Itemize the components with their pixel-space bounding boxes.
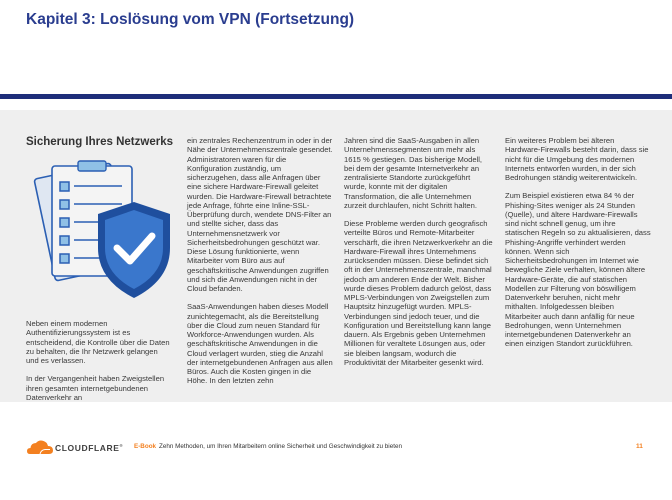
logo-wordmark: CLOUDFLARE®: [55, 443, 124, 453]
paragraph: Jahren sind die SaaS-Ausgaben in allen Unternehmenssegmenten um mehr als 1615 % gestiegen. Das bisherige Modell, bei dem der gesamte Internetverkehr an zentralisierte Standorte zurückgeführt wurde, konnte mit der digitalen Transformation, die alle Unternehmen zurzeit durchlaufen, nicht Schritt halten.: [344, 136, 483, 210]
text-column-2: [187, 136, 333, 395]
page-title: Kapitel 3: Loslösung vom VPN (Fortsetzung): [26, 11, 355, 28]
paragraph: Neben einem modernen Authentifizierungssystem ist es entscheidend, die Kontrolle über die Daten zu behalten, die Ihr Netzwerk gelangen und es verlassen.: [26, 319, 170, 365]
paragraph: In der Vergangenheit haben Zweigstellen ihren gesamten internetgebundenen Datenverkehr an: [26, 374, 165, 402]
page-number: 11: [636, 443, 643, 450]
cloud-icon: [26, 438, 54, 456]
paragraph: Diese Probleme werden durch geografisch verteilte Büros und Remote-Mitarbeiter verschärft, die ihren Netzwerkverkehr an die Hardware-Firewall ihres Unternehmens zurücksenden müssen. Diese befindet sich oft in der Unternehmenszentrale, manchmal jedoch am anderen Ende der Welt. Bisher wurde dieses Problem dadurch gelöst, dass MPLS-Verbindungen von Zweigstellen zum Hauptsitz hinzugefügt wurden. MPLS-Verbindungen sind jedoch teuer, und die Konfiguration und Bereitstellung kann lange dauern. Als Ergebnis geben Unternehmen Millionen für veraltete Lösungen aus, oder sie bleiben langsam, wodurch die Produktivität der Mitarbeiter gesenkt wird.: [344, 219, 493, 367]
text-column-4: [505, 136, 651, 358]
header-divider: [0, 94, 672, 99]
paragraph: SaaS-Anwendungen haben dieses Modell zunichtegemacht, als die Bereitstellung über die Cloud zum neuen Standard für Workforce-Anwendungen wurden. Als geschäftskritische Anwendungen in die Cloud verlagert wurden, stieg die Anzahl der internetgebundenen Anfragen aus allen Büros. Auch die Kosten gingen in die Höhe. In den letzten zehn: [187, 302, 333, 386]
footer-description: [134, 443, 402, 450]
footer-text: Zehn Methoden, um Ihren Mitarbeitern online Sicherheit und Geschwindigkeit zu bieten: [159, 443, 402, 450]
section-heading: Sicherung Ihres Netzwerks: [26, 136, 173, 148]
paragraph: Ein weiteres Problem bei älteren Hardware-Firewalls besteht darin, dass sie nicht für die Umgebung des modernen Internets entworfen wurden, in der sich Bedrohungen ständig weiterentwickeln.: [505, 136, 649, 182]
footer-tag: E-Book: [134, 443, 157, 450]
paragraph: ein zentrales Rechenzentrum in oder in der Nähe der Unternehmenszentrale gesendet. Administratoren waren für die Konfiguration zuständig, um sicherzugehen, dass alle Anfragen über eine sichere Hardware-Firewall geleitet wurden. Die Hardware-Firewall betrachtete jede Anfrage, führte eine Inline-SSL-Überprüfung durch, wendete DNS-Filter an und stellte sicher, dass das Unternehmensnetzwerk vor Sicherheitsbedrohungen geschützt war. Diese Lösung funktionierte, wenn Mitarbeiter vom Büro aus auf geschäftskritische Anwendungen zugriffen und sich die Anwendungen nicht in der Cloud befanden.: [187, 136, 333, 293]
checklist-shield-icon: [30, 158, 180, 303]
text-column-1: [26, 319, 170, 411]
text-column-3: [344, 136, 494, 376]
paragraph: Zum Beispiel existieren etwa 84 % der Phishing-Sites weniger als 24 Stunden (Quelle), und ältere Hardware-Firewalls sind nicht schnell genug, um ihre statischen Regeln so zu aktualisieren, dass Phishing-Angriffe verhindert werden können. Wenn sich Sicherheitsbedrohungen im Internet wie bewegliche Ziele verhalten, können ältere Hardware-Geräte, die auf statischen Modellen zur Filterung von böswilligem Datenverkehr beruhen, nicht mehr mithalten. Infolgedessen bleiben Mitarbeiter auch dann anfällig für neue Bedrohungen, wenn Unternehmen internetgebundenen Datenverkehr an einen einzigen Standort zurückführen.: [505, 191, 651, 349]
cloudflare-logo: [26, 438, 126, 458]
